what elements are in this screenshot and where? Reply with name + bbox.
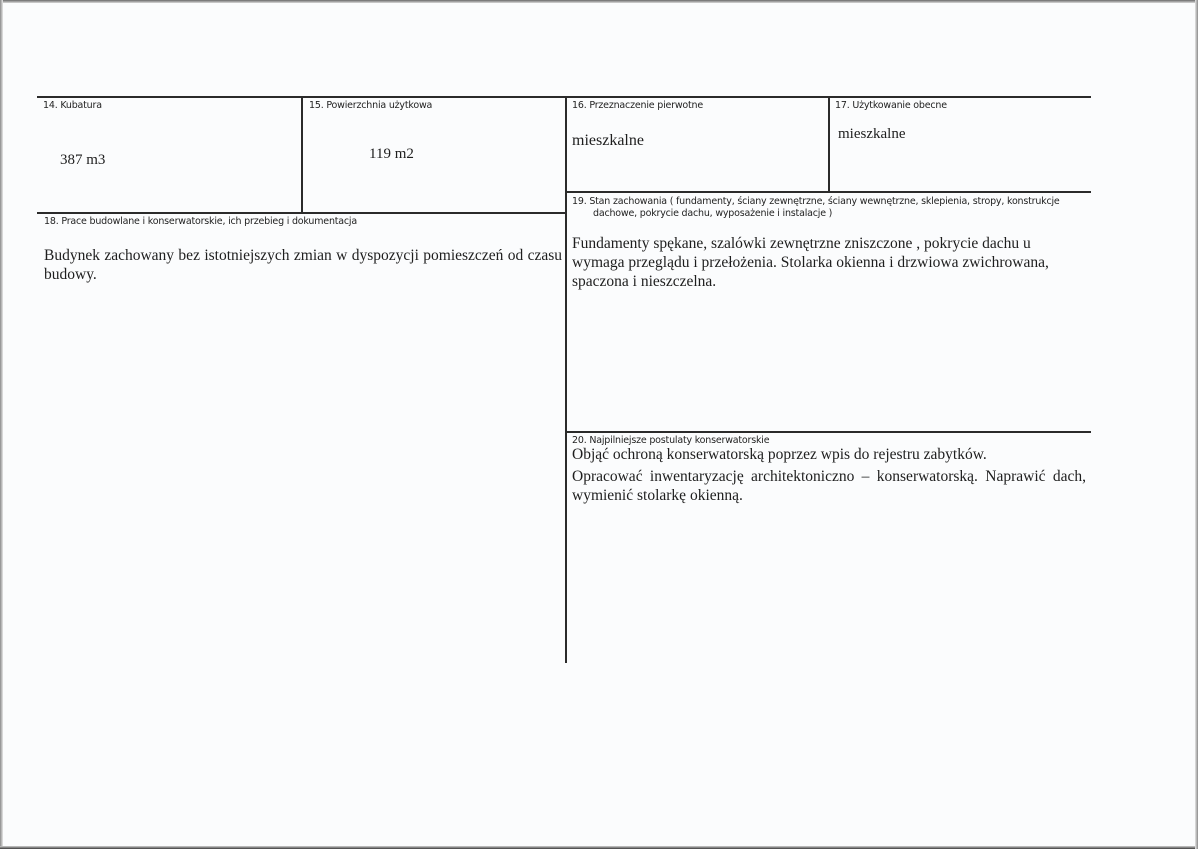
field-label: 16. Przeznaczenie pierwotne [572, 100, 704, 111]
center-divider [565, 96, 567, 663]
field-value: 119 m2 [369, 146, 414, 162]
field-label: 14. Kubatura [43, 100, 102, 111]
field-value: mieszkalne [572, 132, 644, 149]
field-label: 15. Powierzchnia użytkowa [309, 100, 433, 111]
scan-edge-top [0, 0, 1198, 3]
field-label: 18. Prace budowlane i konserwatorskie, ich przebieg i dokumentacja [44, 216, 357, 227]
field-label: 20. Najpilniejsze postulaty konserwatorskie [572, 435, 770, 446]
rule-above-19 [565, 191, 1091, 193]
field-value: Fundamenty spękane, szalówki zewnętrzne zniszczone , pokrycie dachu u wymaga przeglądu i przełożenia. Stolarka okienna i drzwiowa zwichrowana, spaczona i nieszczelna. [572, 235, 1049, 290]
field-value: mieszkalne [838, 126, 906, 142]
field-value-line1: Objąć ochroną konserwatorską poprzez wpis do rejestru zabytków. [572, 446, 987, 463]
field-value-line2: Opracować inwentaryzację architektoniczno – konserwatorską. Naprawić dach, wymienić stolarkę okienną. [572, 468, 1086, 504]
field-label [572, 196, 1060, 220]
divider-14-15 [301, 96, 303, 214]
field-label-line1: 19. Stan zachowania ( fundamenty, ściany zewnętrzne, ściany wewnętrzne, sklepienia, stropy, konstrukcje [572, 196, 1060, 207]
rule-above-20 [565, 431, 1091, 433]
rule-above-18 [37, 212, 567, 214]
field-label-line2: dachowe, pokrycie dachu, wyposażenie i instalacje ) [593, 208, 833, 219]
field-label: 17. Użytkowanie obecne [835, 100, 947, 111]
field-value: 387 m3 [60, 152, 106, 168]
divider-16-17 [828, 96, 830, 193]
field-value: Budynek zachowany bez istotniejszych zmian w dyspozycji pomieszczeń od czasu budowy. [44, 247, 562, 283]
top-rule [37, 96, 1091, 98]
scan-edge-left [0, 0, 3, 849]
